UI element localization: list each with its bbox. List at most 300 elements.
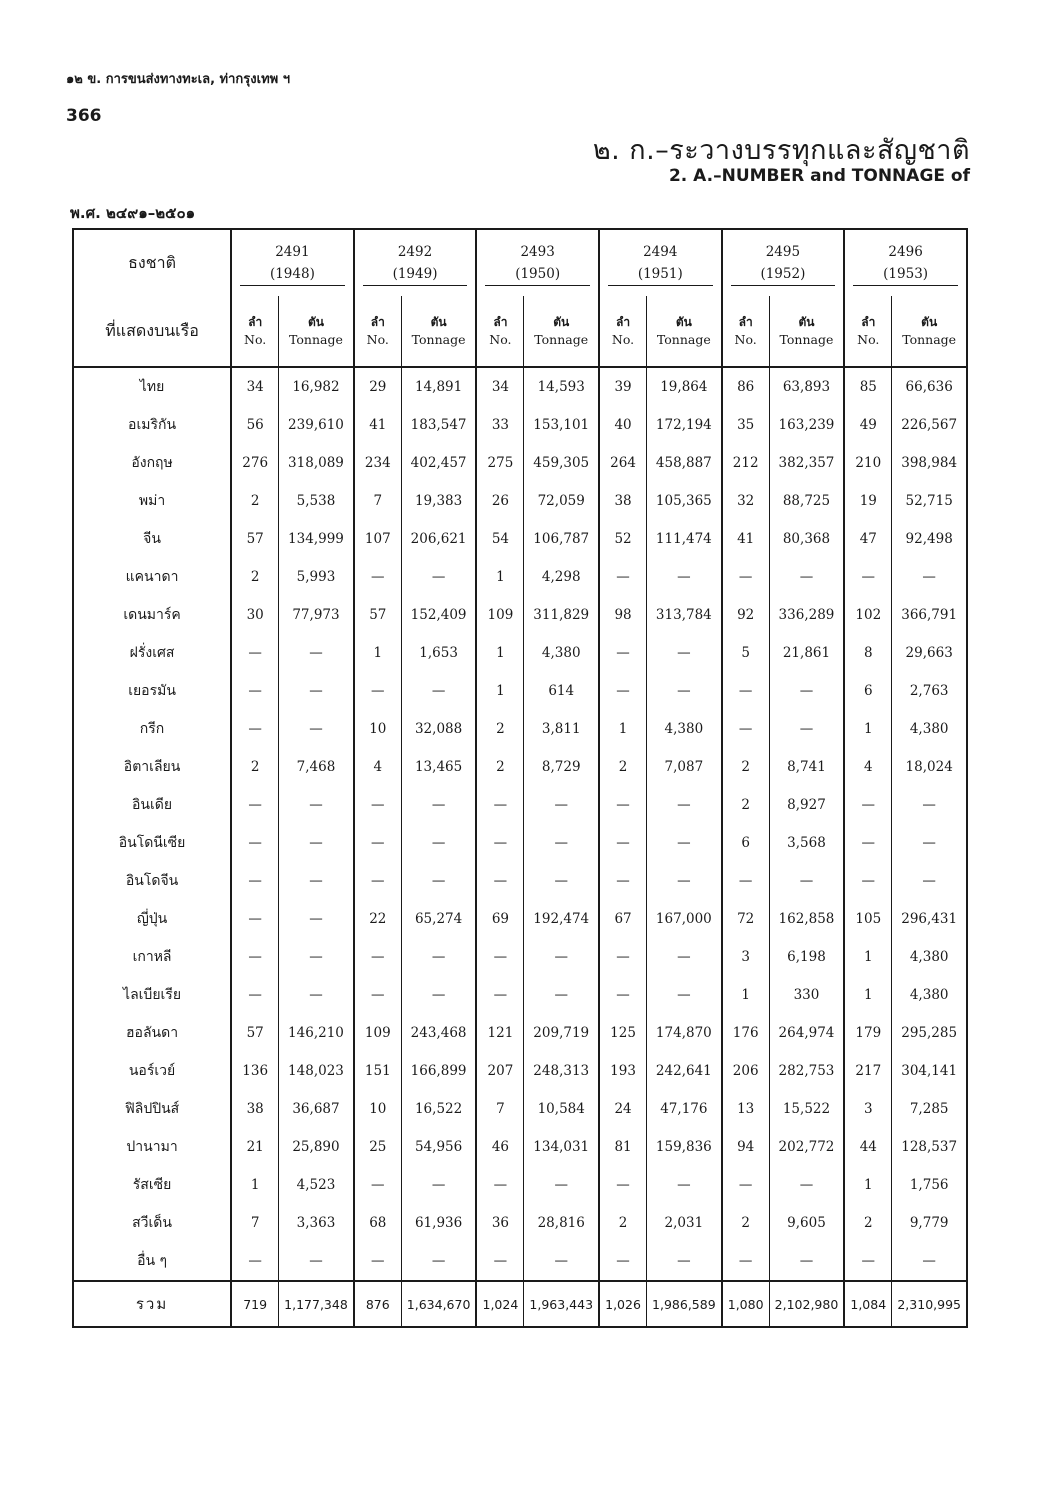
tonnage-cell: — bbox=[892, 786, 967, 824]
ship-count-cell: 98 bbox=[599, 596, 647, 634]
tonnage-cell: 296,431 bbox=[892, 900, 967, 938]
ship-count-cell: 193 bbox=[599, 1052, 647, 1090]
tonnage-table bbox=[72, 228, 968, 1328]
ship-count-cell: — bbox=[599, 1242, 647, 1281]
tonnage-cell: — bbox=[524, 824, 599, 862]
ship-count-cell: 206 bbox=[722, 1052, 770, 1090]
table-row bbox=[73, 1014, 967, 1052]
ship-count-cell: — bbox=[844, 824, 892, 862]
total-no: 1,026 bbox=[599, 1281, 647, 1327]
tonnage-header: ตัน Tonnage bbox=[892, 296, 967, 366]
tonnage-cell: 4,380 bbox=[892, 976, 967, 1014]
year-header: 2496 (1953) bbox=[844, 229, 967, 296]
tonnage-cell: 192,474 bbox=[524, 900, 599, 938]
ship-count-cell: — bbox=[599, 862, 647, 900]
tonnage-cell: — bbox=[769, 1242, 844, 1281]
ship-count-cell: 86 bbox=[722, 367, 770, 406]
tonnage-cell: — bbox=[647, 672, 722, 710]
tonnage-cell: — bbox=[647, 862, 722, 900]
tonnage-cell: 239,610 bbox=[279, 406, 354, 444]
ship-count-cell: 176 bbox=[722, 1014, 770, 1052]
no-header: ลำ No. bbox=[231, 296, 279, 366]
ship-count-cell: — bbox=[231, 862, 279, 900]
ship-count-cell: 2 bbox=[599, 748, 647, 786]
page-title-thai: ๒. ก.–ระวางบรรทุกและสัญชาติ bbox=[592, 135, 970, 166]
table-row bbox=[73, 976, 967, 1014]
tonnage-cell: 4,523 bbox=[279, 1166, 354, 1204]
tonnage-cell: 2,031 bbox=[647, 1204, 722, 1242]
tonnage-cell: 366,791 bbox=[892, 596, 967, 634]
ship-count-cell: — bbox=[354, 938, 402, 976]
table-row bbox=[73, 1128, 967, 1166]
tonnage-header: ตัน Tonnage bbox=[647, 296, 722, 366]
ship-count-cell: — bbox=[476, 1166, 524, 1204]
country-name: ปานามา bbox=[73, 1128, 231, 1166]
ship-count-cell: 10 bbox=[354, 1090, 402, 1128]
ship-count-cell: 54 bbox=[476, 520, 524, 558]
ship-count-cell: 210 bbox=[844, 444, 892, 482]
tonnage-cell: — bbox=[279, 938, 354, 976]
table-row bbox=[73, 367, 967, 406]
ship-count-cell: — bbox=[722, 1166, 770, 1204]
tonnage-cell: — bbox=[401, 672, 476, 710]
country-name: อื่น ๆ bbox=[73, 1242, 231, 1281]
ship-count-cell: — bbox=[231, 1242, 279, 1281]
country-name: อเมริกัน bbox=[73, 406, 231, 444]
tonnage-cell: 459,305 bbox=[524, 444, 599, 482]
tonnage-cell: 614 bbox=[524, 672, 599, 710]
ship-count-cell: 56 bbox=[231, 406, 279, 444]
ship-count-cell: 69 bbox=[476, 900, 524, 938]
tonnage-cell: 318,089 bbox=[279, 444, 354, 482]
tonnage-cell: — bbox=[647, 634, 722, 672]
ship-count-cell: 67 bbox=[599, 900, 647, 938]
tonnage-header: ตัน Tonnage bbox=[401, 296, 476, 366]
table-row bbox=[73, 482, 967, 520]
tonnage-cell: 128,537 bbox=[892, 1128, 967, 1166]
tonnage-cell: 32,088 bbox=[401, 710, 476, 748]
table-row bbox=[73, 672, 967, 710]
no-header: ลำ No. bbox=[476, 296, 524, 366]
tonnage-cell: — bbox=[647, 558, 722, 596]
page-title-english: 2. A.–NUMBER and TONNAGE of bbox=[668, 166, 970, 186]
tonnage-cell: 88,725 bbox=[769, 482, 844, 520]
country-name: สวีเด็น bbox=[73, 1204, 231, 1242]
tonnage-cell: — bbox=[647, 1166, 722, 1204]
ship-count-cell: 24 bbox=[599, 1090, 647, 1128]
ship-count-cell: — bbox=[476, 1242, 524, 1281]
country-name: เดนมาร์ค bbox=[73, 596, 231, 634]
total-tonnage: 1,177,348 bbox=[279, 1281, 354, 1327]
year-header: 2492 (1949) bbox=[354, 229, 477, 296]
ship-count-cell: 275 bbox=[476, 444, 524, 482]
tonnage-cell: 4,380 bbox=[892, 710, 967, 748]
ship-count-cell: 102 bbox=[844, 596, 892, 634]
tonnage-cell: 10,584 bbox=[524, 1090, 599, 1128]
ship-count-cell: — bbox=[722, 710, 770, 748]
tonnage-cell: — bbox=[401, 862, 476, 900]
ship-count-cell: 1 bbox=[476, 672, 524, 710]
ship-count-cell: 4 bbox=[354, 748, 402, 786]
country-name: ญี่ปุ่น bbox=[73, 900, 231, 938]
country-name: อินเดีย bbox=[73, 786, 231, 824]
tonnage-cell: 16,522 bbox=[401, 1090, 476, 1128]
ship-count-cell: 5 bbox=[722, 634, 770, 672]
ship-count-cell: — bbox=[476, 976, 524, 1014]
tonnage-cell: 7,468 bbox=[279, 748, 354, 786]
tonnage-cell: 209,719 bbox=[524, 1014, 599, 1052]
ship-count-cell: — bbox=[231, 900, 279, 938]
tonnage-cell: 242,641 bbox=[647, 1052, 722, 1090]
ship-count-cell: 3 bbox=[722, 938, 770, 976]
tonnage-cell: 1,756 bbox=[892, 1166, 967, 1204]
country-name: แคนาดา bbox=[73, 558, 231, 596]
ship-count-cell: — bbox=[599, 672, 647, 710]
country-name: อินโดจีน bbox=[73, 862, 231, 900]
tonnage-cell: — bbox=[524, 976, 599, 1014]
tonnage-cell: — bbox=[401, 976, 476, 1014]
total-row bbox=[73, 1281, 967, 1327]
ship-count-cell: — bbox=[354, 1166, 402, 1204]
tonnage-cell: 159,836 bbox=[647, 1128, 722, 1166]
tonnage-cell: — bbox=[401, 786, 476, 824]
ship-count-cell: 2 bbox=[844, 1204, 892, 1242]
tonnage-cell: 54,956 bbox=[401, 1128, 476, 1166]
tonnage-cell: 72,059 bbox=[524, 482, 599, 520]
tonnage-cell: 398,984 bbox=[892, 444, 967, 482]
tonnage-cell: — bbox=[769, 558, 844, 596]
ship-count-cell: — bbox=[722, 672, 770, 710]
tonnage-cell: 166,899 bbox=[401, 1052, 476, 1090]
ship-count-cell: 217 bbox=[844, 1052, 892, 1090]
tonnage-cell: — bbox=[524, 1166, 599, 1204]
tonnage-cell: — bbox=[401, 558, 476, 596]
tonnage-cell: 248,313 bbox=[524, 1052, 599, 1090]
tonnage-cell: 152,409 bbox=[401, 596, 476, 634]
tonnage-cell: — bbox=[279, 786, 354, 824]
table-row bbox=[73, 1166, 967, 1204]
ship-count-cell: 212 bbox=[722, 444, 770, 482]
ship-count-cell: — bbox=[354, 786, 402, 824]
ship-count-cell: 2 bbox=[599, 1204, 647, 1242]
tonnage-cell: 105,365 bbox=[647, 482, 722, 520]
tonnage-cell: 80,368 bbox=[769, 520, 844, 558]
tonnage-cell: 61,936 bbox=[401, 1204, 476, 1242]
table-row bbox=[73, 520, 967, 558]
tonnage-cell: 14,593 bbox=[524, 367, 599, 406]
tonnage-cell: 183,547 bbox=[401, 406, 476, 444]
ship-count-cell: 234 bbox=[354, 444, 402, 482]
ship-count-cell: 1 bbox=[722, 976, 770, 1014]
tonnage-header: ตัน Tonnage bbox=[769, 296, 844, 366]
tonnage-cell: 111,474 bbox=[647, 520, 722, 558]
table-row bbox=[73, 862, 967, 900]
ship-count-cell: 2 bbox=[231, 748, 279, 786]
ship-count-cell: 1 bbox=[844, 710, 892, 748]
country-name: อินโดนีเซีย bbox=[73, 824, 231, 862]
tonnage-cell: — bbox=[647, 1242, 722, 1281]
total-no: 1,024 bbox=[476, 1281, 524, 1327]
tonnage-cell: 5,538 bbox=[279, 482, 354, 520]
table-row bbox=[73, 1090, 967, 1128]
ship-count-cell: — bbox=[599, 786, 647, 824]
total-label: รวม bbox=[73, 1281, 231, 1327]
total-no: 1,080 bbox=[722, 1281, 770, 1327]
tonnage-cell: 382,357 bbox=[769, 444, 844, 482]
table-row bbox=[73, 710, 967, 748]
table-row bbox=[73, 748, 967, 786]
tonnage-cell: — bbox=[524, 862, 599, 900]
no-header: ลำ No. bbox=[722, 296, 770, 366]
tonnage-cell: 162,858 bbox=[769, 900, 844, 938]
tonnage-cell: 163,239 bbox=[769, 406, 844, 444]
tonnage-cell: — bbox=[401, 1242, 476, 1281]
tonnage-cell: — bbox=[524, 1242, 599, 1281]
ship-count-cell: 10 bbox=[354, 710, 402, 748]
ship-count-cell: 107 bbox=[354, 520, 402, 558]
ship-count-cell: — bbox=[354, 1242, 402, 1281]
period-label: พ.ศ. ๒๔๙๑–๒๕๐๑ bbox=[70, 204, 196, 222]
stub-header-flag: ธงชาติ bbox=[73, 229, 231, 296]
country-name: เยอรมัน bbox=[73, 672, 231, 710]
tonnage-cell: — bbox=[279, 976, 354, 1014]
tonnage-cell: — bbox=[524, 938, 599, 976]
ship-count-cell: — bbox=[231, 786, 279, 824]
country-name: กรีก bbox=[73, 710, 231, 748]
running-head: ๑๒ ข. การขนส่งทางทะเล, ท่ากรุงเทพ ฯ bbox=[66, 72, 291, 87]
country-name: ฝรั่งเศส bbox=[73, 634, 231, 672]
table-row bbox=[73, 824, 967, 862]
tonnage-cell: 7,087 bbox=[647, 748, 722, 786]
ship-count-cell: 52 bbox=[599, 520, 647, 558]
ship-count-cell: — bbox=[231, 634, 279, 672]
tonnage-cell: 36,687 bbox=[279, 1090, 354, 1128]
tonnage-cell: — bbox=[647, 786, 722, 824]
ship-count-cell: — bbox=[599, 938, 647, 976]
ship-count-cell: — bbox=[354, 558, 402, 596]
ship-count-cell: 2 bbox=[722, 1204, 770, 1242]
table-row bbox=[73, 558, 967, 596]
ship-count-cell: 72 bbox=[722, 900, 770, 938]
table-row bbox=[73, 1204, 967, 1242]
ship-count-cell: 68 bbox=[354, 1204, 402, 1242]
ship-count-cell: — bbox=[599, 634, 647, 672]
ship-count-cell: — bbox=[722, 558, 770, 596]
ship-count-cell: 125 bbox=[599, 1014, 647, 1052]
year-header: 2493 (1950) bbox=[476, 229, 599, 296]
ship-count-cell: 49 bbox=[844, 406, 892, 444]
tonnage-header: ตัน Tonnage bbox=[524, 296, 599, 366]
stub-header-on-ship: ที่แสดงบนเรือ bbox=[73, 296, 231, 366]
ship-count-cell: 7 bbox=[354, 482, 402, 520]
tonnage-cell: 206,621 bbox=[401, 520, 476, 558]
country-name: รัสเซีย bbox=[73, 1166, 231, 1204]
ship-count-cell: 1 bbox=[354, 634, 402, 672]
table-row bbox=[73, 444, 967, 482]
country-name: ไทย bbox=[73, 367, 231, 406]
ship-count-cell: 1 bbox=[231, 1166, 279, 1204]
tonnage-cell: — bbox=[279, 862, 354, 900]
tonnage-cell: — bbox=[401, 938, 476, 976]
tonnage-cell: — bbox=[769, 1166, 844, 1204]
ship-count-cell: 4 bbox=[844, 748, 892, 786]
tonnage-cell: 77,973 bbox=[279, 596, 354, 634]
total-no: 876 bbox=[354, 1281, 402, 1327]
country-name: ไลเบียเรีย bbox=[73, 976, 231, 1014]
country-name: อังกฤษ bbox=[73, 444, 231, 482]
ship-count-cell: — bbox=[231, 824, 279, 862]
ship-count-cell: — bbox=[844, 558, 892, 596]
table-row bbox=[73, 634, 967, 672]
ship-count-cell: 1 bbox=[599, 710, 647, 748]
year-header: 2494 (1951) bbox=[599, 229, 722, 296]
country-name: จีน bbox=[73, 520, 231, 558]
tonnage-cell: 304,141 bbox=[892, 1052, 967, 1090]
ship-count-cell: — bbox=[231, 672, 279, 710]
tonnage-cell: 13,465 bbox=[401, 748, 476, 786]
total-tonnage: 1,963,443 bbox=[524, 1281, 599, 1327]
tonnage-cell: — bbox=[279, 634, 354, 672]
ship-count-cell: 6 bbox=[722, 824, 770, 862]
total-no: 1,084 bbox=[844, 1281, 892, 1327]
ship-count-cell: 47 bbox=[844, 520, 892, 558]
ship-count-cell: 7 bbox=[231, 1204, 279, 1242]
ship-count-cell: 2 bbox=[231, 482, 279, 520]
ship-count-cell: 85 bbox=[844, 367, 892, 406]
ship-count-cell: 36 bbox=[476, 1204, 524, 1242]
tonnage-cell: 6,198 bbox=[769, 938, 844, 976]
ship-count-cell: 1 bbox=[844, 938, 892, 976]
ship-count-cell: 136 bbox=[231, 1052, 279, 1090]
ship-count-cell: — bbox=[354, 862, 402, 900]
tonnage-cell: 16,982 bbox=[279, 367, 354, 406]
tonnage-cell: — bbox=[769, 672, 844, 710]
tonnage-cell: 148,023 bbox=[279, 1052, 354, 1090]
ship-count-cell: 33 bbox=[476, 406, 524, 444]
ship-count-cell: 109 bbox=[476, 596, 524, 634]
tonnage-cell: 2,763 bbox=[892, 672, 967, 710]
ship-count-cell: 57 bbox=[231, 520, 279, 558]
no-header: ลำ No. bbox=[599, 296, 647, 366]
tonnage-cell: 3,363 bbox=[279, 1204, 354, 1242]
tonnage-cell: 264,974 bbox=[769, 1014, 844, 1052]
ship-count-cell: 34 bbox=[476, 367, 524, 406]
ship-count-cell: 1 bbox=[844, 976, 892, 1014]
tonnage-cell: 295,285 bbox=[892, 1014, 967, 1052]
ship-count-cell: — bbox=[231, 710, 279, 748]
ship-count-cell: 57 bbox=[231, 1014, 279, 1052]
tonnage-cell: 146,210 bbox=[279, 1014, 354, 1052]
ship-count-cell: 1 bbox=[844, 1166, 892, 1204]
tonnage-cell: 330 bbox=[769, 976, 844, 1014]
ship-count-cell: 151 bbox=[354, 1052, 402, 1090]
tonnage-cell: — bbox=[892, 558, 967, 596]
no-header: ลำ No. bbox=[354, 296, 402, 366]
tonnage-cell: 21,861 bbox=[769, 634, 844, 672]
tonnage-cell: 19,864 bbox=[647, 367, 722, 406]
country-name: อิตาเลียน bbox=[73, 748, 231, 786]
ship-count-cell: 22 bbox=[354, 900, 402, 938]
year-header: 2491 (1948) bbox=[231, 229, 354, 296]
tonnage-cell: 243,468 bbox=[401, 1014, 476, 1052]
tonnage-cell: — bbox=[279, 900, 354, 938]
tonnage-cell: 92,498 bbox=[892, 520, 967, 558]
tonnage-cell: 226,567 bbox=[892, 406, 967, 444]
no-header: ลำ No. bbox=[844, 296, 892, 366]
ship-count-cell: — bbox=[354, 976, 402, 1014]
tonnage-cell: — bbox=[892, 1242, 967, 1281]
tonnage-cell: 65,274 bbox=[401, 900, 476, 938]
tonnage-cell: 66,636 bbox=[892, 367, 967, 406]
ship-count-cell: — bbox=[722, 862, 770, 900]
ship-count-cell: — bbox=[476, 824, 524, 862]
country-name: ฟิลิปปินส์ bbox=[73, 1090, 231, 1128]
tonnage-cell: — bbox=[892, 824, 967, 862]
tonnage-cell: 134,999 bbox=[279, 520, 354, 558]
ship-count-cell: 40 bbox=[599, 406, 647, 444]
ship-count-cell: 41 bbox=[354, 406, 402, 444]
ship-count-cell: 2 bbox=[231, 558, 279, 596]
table-row bbox=[73, 406, 967, 444]
ship-count-cell: 105 bbox=[844, 900, 892, 938]
ship-count-cell: — bbox=[476, 786, 524, 824]
tonnage-cell: 25,890 bbox=[279, 1128, 354, 1166]
ship-count-cell: — bbox=[599, 1166, 647, 1204]
tonnage-cell: — bbox=[769, 862, 844, 900]
ship-count-cell: — bbox=[599, 824, 647, 862]
ship-count-cell: 35 bbox=[722, 406, 770, 444]
tonnage-cell: 174,870 bbox=[647, 1014, 722, 1052]
country-name: ฮอลันดา bbox=[73, 1014, 231, 1052]
tonnage-cell: — bbox=[892, 862, 967, 900]
ship-count-cell: 2 bbox=[476, 748, 524, 786]
tonnage-cell: 106,787 bbox=[524, 520, 599, 558]
tonnage-cell: 14,891 bbox=[401, 367, 476, 406]
tonnage-cell: — bbox=[279, 1242, 354, 1281]
ship-count-cell: 81 bbox=[599, 1128, 647, 1166]
tonnage-cell: 5,993 bbox=[279, 558, 354, 596]
tonnage-cell: 4,380 bbox=[892, 938, 967, 976]
tonnage-cell: 172,194 bbox=[647, 406, 722, 444]
tonnage-cell: — bbox=[769, 710, 844, 748]
ship-count-cell: 44 bbox=[844, 1128, 892, 1166]
tonnage-cell: — bbox=[401, 1166, 476, 1204]
ship-count-cell: 92 bbox=[722, 596, 770, 634]
ship-count-cell: 46 bbox=[476, 1128, 524, 1166]
tonnage-cell: 9,779 bbox=[892, 1204, 967, 1242]
ship-count-cell: 19 bbox=[844, 482, 892, 520]
ship-count-cell: 1 bbox=[476, 634, 524, 672]
ship-count-cell: 3 bbox=[844, 1090, 892, 1128]
tonnage-cell: — bbox=[647, 976, 722, 1014]
ship-count-cell: 121 bbox=[476, 1014, 524, 1052]
tonnage-cell: 3,811 bbox=[524, 710, 599, 748]
ship-count-cell: — bbox=[231, 938, 279, 976]
tonnage-cell: 282,753 bbox=[769, 1052, 844, 1090]
tonnage-cell: 9,605 bbox=[769, 1204, 844, 1242]
total-tonnage: 1,986,589 bbox=[647, 1281, 722, 1327]
table-row bbox=[73, 596, 967, 634]
ship-count-cell: 2 bbox=[722, 748, 770, 786]
ship-count-cell: 7 bbox=[476, 1090, 524, 1128]
tonnage-cell: 8,741 bbox=[769, 748, 844, 786]
ship-count-cell: 179 bbox=[844, 1014, 892, 1052]
ship-count-cell: — bbox=[476, 938, 524, 976]
table-row bbox=[73, 786, 967, 824]
ship-count-cell: — bbox=[354, 824, 402, 862]
tonnage-cell: 63,893 bbox=[769, 367, 844, 406]
tonnage-cell: 1,653 bbox=[401, 634, 476, 672]
